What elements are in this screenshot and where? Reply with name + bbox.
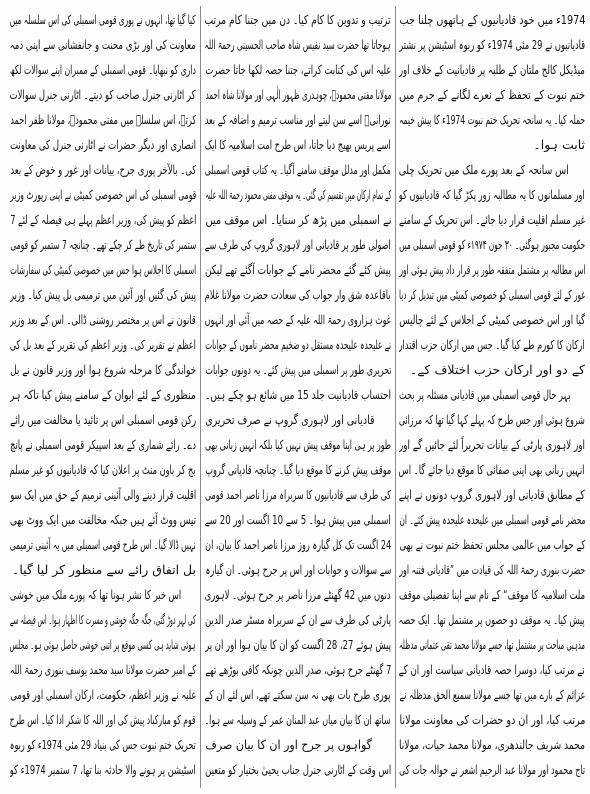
text-line: غور کے لئے قومی اسمبلی کو خصوصی کمیٹی میں تبدیل کر دیا: [399, 287, 585, 302]
text-line: قومی اسمبلی کی اس خصوصی کمیٹی نے اپنی رپورٹ وزیر: [10, 187, 196, 202]
text-line: گیا اور اس خصوصی کمیٹی کے اجلاس کے لئے چالیس: [399, 312, 585, 327]
text-line: قانون نے اس پر مختصر روشنی ڈالی۔ اس کے بعد وزیر: [10, 312, 196, 327]
text-line: رکن قومی اسمبلی اس پر تائید یا مخالفت میں رائے: [10, 412, 196, 427]
text-line: غیر مسلم اقلیت قرار دیا جائے۔ اس تحریک کے سامنے: [399, 212, 585, 227]
text-line: اس سانحہ کے بعد پورے ملک میں تحریک چلی: [399, 162, 569, 177]
text-line: ملت اسلامیہ کا موقف“ کے نام سے اپنا تفصیلی موقف: [399, 587, 585, 602]
text-line: اس مطالبہ پر مشتمل متفقہ طور پر قرار داد پیش ہوئی اور: [399, 262, 585, 277]
text-line: میڈیکل کالج ملتان کے طلبہ پر قادیانیت کے خلاف اور: [399, 62, 585, 77]
text-column: [205, 7, 391, 787]
text-line: پیش کیا۔ یہ موقف دو حصوں پر مشتمل تھا۔ ایک حصہ: [399, 612, 585, 627]
text-line: پیش کئے گئے محضر نامے کے جوابات آگئے تھے لیکن: [205, 262, 391, 277]
text-line: نورانیؒ اسے سن لیتے اور مناسب ترمیم و اضافہ کے بعد: [205, 112, 391, 127]
text-line: ستمبر کی تاریخ طے کر چکے تھے۔ چنانچہ 7 ستمبر کو قومی: [10, 237, 196, 252]
text-line: اور لاہوری پارٹی کے بیانات تحریراً لئے جائیں گے اور: [399, 437, 585, 452]
text-line: پیش کی گئیں اور آئین میں ترمیمی بل پیش کیا۔ وزیر: [10, 287, 196, 302]
text-line: معاونت کی اور بڑی محنت و جانفشانی سے اپنی ذمہ: [10, 37, 196, 52]
text-line: عزائم کے بارے میں تھا جسے مولانا سمیع الحق مدظلہ نے: [399, 687, 585, 702]
text-line: بل اتفاق رائے سے منظور کر لیا گیا۔: [12, 562, 196, 577]
text-line: باقاعدہ شق وار جواب کی سعادت حضرت مولانا غلام: [205, 287, 391, 302]
text-line: کے مطابق قادیانی اور لاہوری گروپ دونوں نے اپنے: [399, 487, 585, 502]
text-line: کے دو اور ارکان حزب اختلاف کے۔: [409, 362, 585, 377]
text-line: موقف پیش کرنے کا موقع دیا گیا۔ چنانچہ قادیانی گروپ: [205, 462, 391, 477]
text-line: ہوجاتا تھا حضرت سید نفیس شاہ صاحب الحسینی رحمۃ اللہ: [205, 37, 391, 52]
text-line: دنوں میں 42 گھنٹے مرزا ناصر پر جرح ہوئی۔ لاہوری: [205, 587, 391, 602]
text-line: کر اٹارنی جنرل صاحب کو دیتے۔ اٹارنی جنرل سوالات: [10, 87, 196, 102]
text-line: پوری طرح بات بھی نہ سن سکتے تھے، اس لئے ان کے: [205, 687, 391, 702]
text-line: ثابت ہوا۔: [533, 137, 585, 152]
text-line: مذہبی مباحث پر مشتمل تھا، جسے مولانا محمد تقی عثمانی مدظلہ: [399, 637, 585, 652]
text-column: [399, 7, 585, 787]
text-line: انصاری اور دیگر حضرات نے اٹارنی جنرل کی معاونت: [10, 137, 196, 152]
paragraph: [399, 157, 585, 382]
text-line: بج کر باون منٹ پر اعلان کیا کہ قادیانیوں کو غیر مسلم: [10, 462, 196, 477]
text-line: کے تمام ارکان میں تقسیم کی گئی۔ یہ موقف مفتی محمود رحمۃ اللہ علیہ: [205, 187, 391, 202]
text-line: مکمل اور مدلل موقف سامنے آگیا۔ یہ کتاب قومی اسمبلی: [205, 162, 391, 177]
text-line: بہر حال قومی اسمبلی میں قادیانی مسئلہ پر بحث: [399, 387, 571, 402]
column-divider: [200, 6, 201, 788]
paragraph: [10, 582, 196, 782]
text-line: تیس ووٹ آئے ہیں جبکہ مخالفت میں ایک ووٹ بھی: [10, 512, 196, 527]
text-line: علیہ اس کی کتابت کراتے، جتنا حصہ لکھا جاتا حضرت: [205, 62, 391, 77]
text-line: انہیں زبانی بھی اپنی صفائی کا موقع دیا جائے گا۔ اس: [399, 462, 585, 477]
text-line: پارٹی کی طرف سے ان کے سربراہ مسٹر صدر الدین: [205, 612, 391, 627]
text-column: [10, 7, 196, 787]
text-line: اصولی طور پر قادیانی اور لاہوری گروپ کی طرف سے: [205, 237, 391, 252]
text-line: کرتے، اس سلسلہ میں مفتی محمودؒ، مولانا ظفر احمد: [10, 112, 196, 127]
paragraph: [205, 407, 391, 732]
text-line: گواہوں پر جرح اور ان کا بیان صرف: [205, 737, 372, 752]
text-line: کیا گیا تھا، انہوں نے پوری قومی اسمبلی کی اس سلسلہ میں: [10, 12, 196, 27]
paragraph: [10, 7, 196, 582]
text-line: خواندگی کا مرحلہ شروع ہوا اور وزیر قانون نے بل: [10, 362, 196, 377]
text-line: مرتب کیا، اور ان دو حضرات کی معاونت مولانا: [399, 712, 585, 727]
text-line: 7 گھنٹے جرح ہوئی، صدر الدین چونکہ کافی بوڑھے تھے: [205, 662, 391, 677]
text-line: اقلیت قرار دینے والی آئینی ترمیم کے حق میں ایک سو: [10, 487, 196, 502]
text-line: احتساب قادیانیت جلد 15 میں شائع ہو چکے ہیں۔: [205, 387, 391, 402]
text-line: نے اسمبلی میں پڑھ کر سنایا۔ اس موقف میں: [205, 212, 391, 227]
column-divider: [395, 6, 396, 788]
text-line: کی۔ بالآخر پوری جرح، بیانات اور غور و خوض کے بعد: [10, 162, 196, 177]
text-line: اسمبلی کا اجلاس ہوا جس میں خصوصی کمیٹی کی سفارشات: [10, 262, 196, 277]
text-line: نہیں ڈالا گیا۔ اس طرح قومی اسمبلی میں یہ آئینی ترمیمی: [10, 537, 196, 552]
paragraph: [205, 7, 391, 407]
text-line: منظوری کے لئے ایوان کے سامنے پیش کیا تاکہ ہر: [10, 387, 196, 402]
text-line: اسے پریس بھیج دیا جاتا، اس طرح امت اسلامیہ کا ایک: [205, 137, 391, 152]
paragraph: [399, 382, 585, 782]
text-line: حضرت بنوری رحمۃ اللہ کی قیادت میں ”قادیانی فتنہ اور: [399, 562, 585, 577]
text-line: کی لہر دوڑ گئی، جگہ جگہ خوشی و مسرت کا اظہار ہوا۔ اس فیصلہ سے: [10, 612, 196, 627]
text-line: مولانا مفتی محمودؒ، چوہدری ظہور الٰہی اور مولانا شاہ احمد: [205, 87, 391, 102]
text-line: اعظم کو پیش کی، وزیر اعظم پہلے ہی فیصلہ کے لئے 7: [10, 212, 196, 227]
paragraph: [399, 7, 585, 157]
text-line: حکومت مجبور ہوگئی۔ ۳۰ جون ۱۹۷۴ء کو قومی اسمبلی میں: [399, 237, 585, 252]
text-line: ہوئی شاید ہی کسی موقع پر اتنی خوشی حاصل ہوئی ہو۔ مجلس: [10, 637, 196, 652]
text-line: شروع ہوئی اور جس طرح کہ پہلے کہا گیا تھا کہ مرزائی: [399, 412, 585, 427]
text-line: ارکان کا کورم طے کیا گیا۔ جس میں ارکان حزب اقتدار: [399, 337, 585, 352]
text-line: اسٹیشن پر ہونے والا حادثہ بنا تھا، 7 ستمبر 1974ء کو: [10, 762, 196, 777]
text-line: کے امیر حضرت مولانا سید محمد یوسف بنوری رحمۃ اللہ: [10, 662, 196, 677]
text-line: قوم کو مبارکباد پیش کی اور اللہ کا شکر ادا کیا۔ اس طرح: [10, 712, 196, 727]
text-line: ساتھ ان کا بیان میاں عبد المنان عمر کے وسیلہ سے ہوا۔: [205, 712, 391, 727]
text-line: سے سوالات و جوابات اور اس پر جرح ہوئی۔ ان گیارہ: [205, 562, 391, 577]
text-line: نے علیحدہ علیحدہ مستقل دو ضخیم محضر ناموں کے جوابات: [205, 337, 391, 352]
text-line: 1974ء میں خود قادیانیوں کے ہاتھوں چلنا جب: [399, 12, 585, 27]
text-line: غوث ہزاروی رحمۃ اللہ علیہ کے حصہ میں آئی اور انہوں: [205, 312, 391, 327]
text-line: تحریک ختم نبوت جس کی بنیاد 29 مئی 1974ء کو ربوہ: [10, 737, 196, 752]
text-line: اسمبلی میں پیش ہوا۔ 5 سے 10 اگست اور 20 سے: [205, 512, 391, 527]
text-line: اور مسلمانوں کا یہ مطالبہ زور پکڑ گیا کہ قادیانیوں کو: [399, 187, 585, 202]
text-line: حملہ کیا۔ یہ سانحہ تحریک ختم نبوت 1974ء کا پیش خیمہ: [399, 112, 585, 127]
text-line: نے مرتب کیا، دوسرا حصہ قادیانی سیاست اور ان کے: [399, 662, 585, 677]
text-line: محضر نامے قومی اسمبلی میں علیحدہ علیحدہ پیش کئے۔ ان: [399, 512, 585, 527]
text-line: قادیانیوں نے 29 مئی 1974ء کو ربوہ اسٹیشن پر نشتر: [399, 37, 585, 52]
text-line: تاج محمود اور مولانا عبد الرحیم اشعر نے حوالہ جات کی: [399, 762, 585, 777]
text-line: اعظم نے تقریر کی۔ وزیر اعظم کی تقریر کے بعد بل کی: [10, 337, 196, 352]
text-line: ترتیب و تدوین کا کام کیا۔ دن میں جتنا کام مرتب: [205, 12, 391, 27]
text-line: پیش ہوئے 27، 28 اگست کو ان کا بیان ہوا اور ان پر: [205, 637, 391, 652]
text-line: طور پر ہی اپنا موقف پیش نہیں کیا بلکہ انہیں زبانی بھی: [205, 437, 391, 452]
text-line: 24 اگست تک کل گیارہ روز مرزا ناصر احمد کا بیان، ان: [205, 537, 391, 552]
text-line: داری کو نبھایا۔ قومی اسمبلی کے ممبران اپنے سوالات لکھ: [10, 62, 196, 77]
text-line: اس خبر کا نشر ہونا تھا کہ پورے ملک میں خوشی: [10, 587, 182, 602]
paragraph: [205, 732, 391, 782]
text-line: کی طرف سے قادیانیوں کا سربراہ مرزا ناصر احمد قومی: [205, 487, 391, 502]
text-line: علیہ نے وزیر اعظم، حکومت، ارکان اسمبلی اور قومی: [10, 687, 196, 702]
text-line: دے۔ رائے شماری کے بعد اسپیکر قومی اسمبلی نے پانچ: [10, 437, 196, 452]
text-line: اس وقت کے اٹارنی جنرل جناب یحییٰ بختیار کو متعین: [205, 762, 391, 777]
text-line: محمد شریف جالندھری، مولانا محمد حیات، مولانا: [399, 737, 585, 752]
text-line: کے جواب میں عالمی مجلس تحفظ ختم نبوت نے بھی: [399, 537, 585, 552]
text-line: تحریری طور پر اسمبلی میں پیش کئے۔ یہ دونوں جوابات: [205, 362, 391, 377]
text-line: ختم نبوت کے تحفظ کے نعرے لگانے کے جرم میں: [399, 87, 585, 102]
text-line: قادیانی اور لاہوری گروپ نے صرف تحریری: [205, 412, 375, 427]
